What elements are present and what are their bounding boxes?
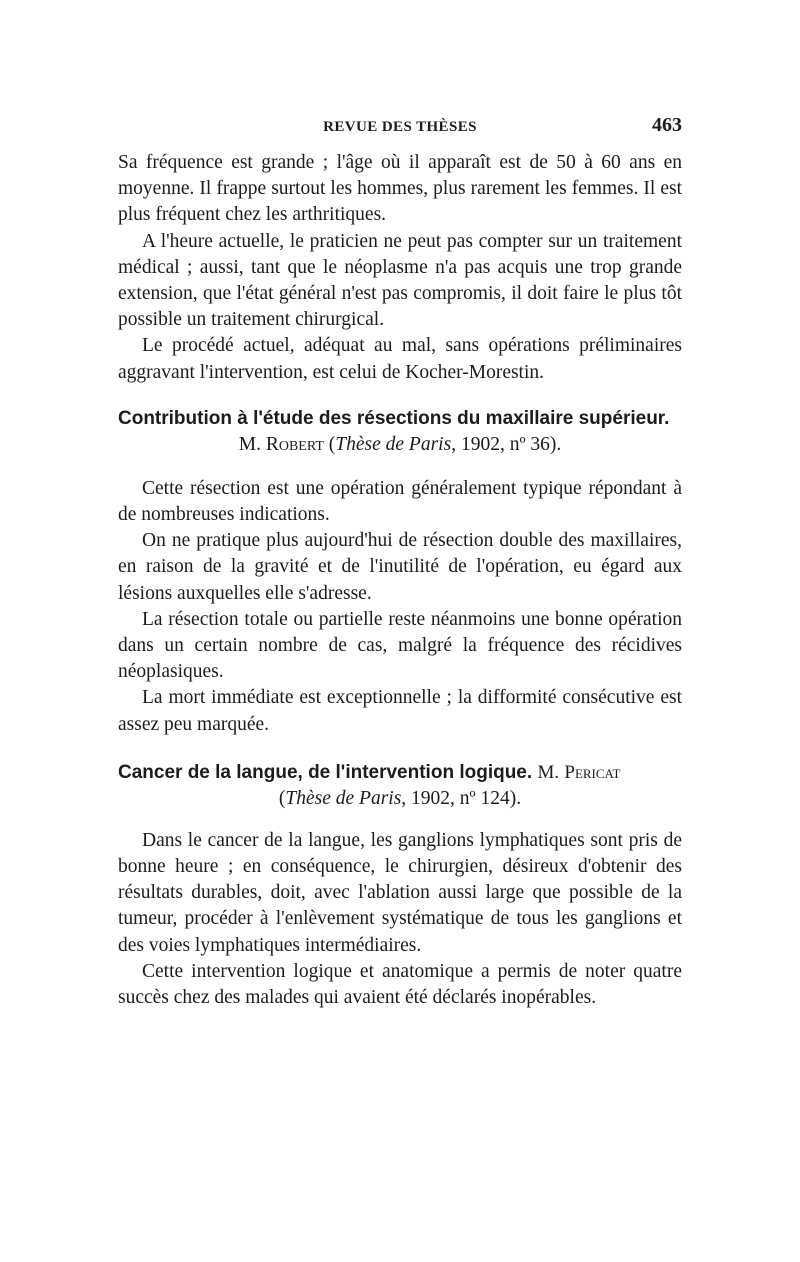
section-1-title: Contribution à l'étude des résections du maxillaire supérieur. bbox=[118, 407, 670, 429]
section-2-title bbox=[118, 760, 682, 786]
section-1-byline bbox=[118, 432, 682, 458]
author-name: Robert bbox=[265, 433, 324, 455]
section-2-author: Pericat bbox=[564, 761, 621, 783]
section-2-source bbox=[118, 786, 682, 812]
section-1-paragraph-1: Cette résection est une opération généralement typique répondant à de nombreuses indications. bbox=[118, 477, 682, 526]
byline-prefix: M. bbox=[238, 433, 261, 455]
source-details: , 1902, nº 36). bbox=[451, 433, 562, 455]
section-1-paragraph-4: La mort immédiate est exceptionnelle ; la difformité consécutive est assez peu marquée. bbox=[118, 687, 682, 735]
source-open-paren: ( bbox=[278, 787, 286, 809]
page-header bbox=[118, 116, 682, 142]
intro-paragraph-2: A l'heure actuelle, le praticien ne peut pas compter sur un traitement médical ; aussi, tant que le néoplasme n'a pas acquis une trop grande extension, que l'état général n'est pas compromis, il doit faire le plus tôt possible un traitement chirurgical. bbox=[118, 230, 682, 331]
page-number: 463 bbox=[652, 114, 682, 136]
section-2-paragraph-1: Dans le cancer de la langue, les ganglions lymphatiques sont pris de bonne heure ; en conséquence, le chirurgien, désireux d'obtenir des résultats durables, doit, avec l'ablation aussi large que possible de la tumeur, procéder à l'enlèvement systématique de tous les ganglions et des voies lymphatiques intermédiaires. bbox=[118, 829, 682, 956]
source-title: Thèse de Paris bbox=[335, 433, 452, 455]
section-2-title-text: Cancer de la langue, de l'intervention logique. bbox=[118, 761, 533, 783]
running-title: REVUE DES THÈSES bbox=[323, 119, 477, 135]
intro-paragraph-1: Sa fréquence est grande ; l'âge où il apparaît est de 50 à 60 ans en moyenne. Il frappe surtout les hommes, plus rarement les femmes. Il est plus fréquent chez les arthritiques. bbox=[118, 152, 682, 226]
intro-paragraph-3: Le procédé actuel, adéquat au mal, sans opérations préliminaires aggravant l'intervention, est celui de Kocher-Morestin. bbox=[118, 335, 682, 383]
section-1-paragraph-2: On ne pratique plus aujourd'hui de résection double des maxillaires, en raison de la gravité et de l'inutilité de l'opération, eu égard aux lésions auxquelles elle s'adresse. bbox=[118, 530, 682, 604]
source-details: , 1902, nº 124). bbox=[401, 787, 522, 809]
section-2-byline-prefix: M. bbox=[537, 761, 560, 783]
section-2-paragraph-2: Cette intervention logique et anatomique a permis de noter quatre succès chez des malades qui avaient été déclarés inopérables. bbox=[118, 960, 682, 1009]
section-1-paragraph-3: La résection totale ou partielle reste néanmoins une bonne opération dans un certain nombre de cas, malgré la fréquence des récidives néoplasiques. bbox=[118, 608, 682, 683]
source-open-paren: ( bbox=[328, 433, 336, 455]
page-body bbox=[118, 150, 682, 1011]
source-title: Thèse de Paris bbox=[285, 787, 402, 809]
